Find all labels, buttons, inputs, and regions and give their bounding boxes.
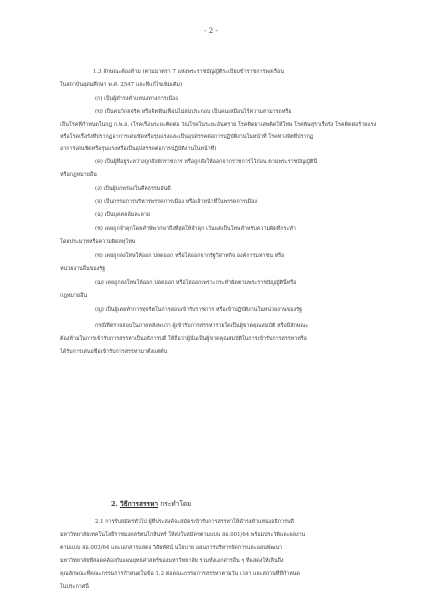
text-line: มหาวิทยาลัยที่สอดคล้องกับแผนยุทธศาสตร์ของมหาวิทยาลัย รวมทั้งเอกสารอื่น ๆ ที่แสดงให้เห็นถึง: [60, 558, 284, 564]
text-line: หน่วยงานอื่นของรัฐ: [60, 266, 106, 272]
text-line: (ค) เป็นผู้ที่อยู่ระหว่างถูกสั่งพักราชการ หรือถูกสั่งให้ออกจากราชการไว้ก่อน ตามพระราชบัญญัตินี้: [95, 159, 318, 165]
text-line: กรณีที่ตรวจสอบในภายหลังพบว่า ผู้เข้ารับการสรรหารายใดเป็นผู้ขาดคุณสมบัติ หรือมีลักษณะ: [95, 323, 309, 329]
text-line: ต้องห้ามในการเข้ารับการสรรหาเป็นอธิการบดี ให้ถือว่าผู้นั้นเป็นผู้ขาดคุณสมบัติในการเข้ารับการสรรหาหรือ: [60, 336, 307, 342]
text-line: (ฉ) เป็นบุคคลล้มละลาย: [95, 212, 151, 218]
text-line: (ง) เป็นผู้บกพร่องในศีลธรรมอันดี: [95, 186, 171, 192]
text-line: ในประกาศนี้: [60, 584, 89, 590]
section-number: 2.: [111, 500, 118, 508]
text-line: โดยประมาทหรือความผิดลหุโทษ: [60, 239, 136, 245]
page-number: - 2 -: [204, 27, 218, 35]
text-line: (ซ) เคยถูกลงโทษให้ออก ปลดออก หรือไล่ออกจากรัฐวิสาหกิจ องค์การมหาชน หรือ: [95, 253, 285, 259]
text-line: 2.1 การรับสมัครทั่วไป ผู้ที่ประสงค์จะสมัครเข้ารับการสรรหาให้ดำรงตำแหน่งอธิการบดี: [95, 519, 294, 525]
text-line: 1.3 ลักษณะต้องห้าม (ตามมาตรา 7 แห่งพระราชบัญญัติระเบียบข้าราชการพลเรือน: [93, 69, 284, 75]
text-line: (ญ) เป็นผู้เคยทำการทุจริตในการสอบเข้ารับราชการ หรือเข้าปฏิบัติงานในหน่วยงานของรัฐ: [95, 307, 302, 313]
text-line: อาการเด่นชัดหรือรุนแรงหรือเป็นอุปสรรคต่อการปฏิบัติงานในหน้าที่): [60, 146, 217, 152]
text-line: (ก) เป็นผู้ดำรงตำแหน่งทางการเมือง: [95, 96, 178, 102]
section-heading: [111, 500, 191, 509]
text-line: (จ) เป็นกรรมการบริหารพรรคการเมือง หรือเจ้าหน้าที่ในพรรคการเมือง: [95, 199, 257, 205]
text-line: หรือโรคเรื้อรังที่ปรากฏอาการเด่นชัดหรือรุนแรงและเป็นอุปสรรคต่อการปฏิบัติงานในหน้าที่ โรคทางจิตที่ปรากฏ: [60, 134, 314, 140]
text-line: กฎหมายอื่น: [60, 293, 88, 299]
text-line: มหาวิทยาลัยเทคโนโลยีราชมงคลรัตนโกสินทร์ ให้ส่งใบสมัครตามแบบ สอ.001/64 พร้อมประวัติและผลงาน: [60, 532, 306, 538]
text-line: ได้รับการเสนอชื่อเข้ารับการสรรหามาตั้งแต่ต้น: [60, 349, 168, 355]
text-line: เป็นโรคที่กำหนดในกฎ ก.พ.อ. (โรคเรื้อนระยะติดต่อ วัณโรคในระยะอันตราย โรคติดยาเสพติดให้โทษ โรคพิษสุราเรื้อรัง โรคติดต่อร้ายแรง: [60, 122, 377, 128]
text-line: ตามแบบ สอ.003/64 และเอกสารแสดง วิสัยทัศน์ นโยบาย แผนการบริหารจัดการและแผนพัฒนา: [60, 545, 283, 551]
section-title: วิธีการสรรหา: [120, 500, 159, 508]
text-line: (ข) เป็นคนวิกลจริต หรือจิตฟั่นเฟือนไม่สมประกอบ เป็นคนเสมือนไร้ความสามารถหรือ: [95, 109, 292, 115]
section-subtitle: กระทำโดย: [158, 500, 192, 508]
text-line: (ช) เคยถูกจำคุกโดยคำพิพากษาถึงที่สุดให้จำคุก เว้นแต่เป็นโทษสำหรับความผิดที่กระทำ: [95, 226, 296, 232]
text-line: (ฌ) เคยถูกลงโทษให้ออก ปลดออก หรือไล่ออกเพราะกระทำผิดตามพระราชบัญญัตินี้หรือ: [95, 280, 297, 286]
text-line: หรือกฎหมายอื่น: [60, 172, 97, 178]
text-line: คุณลักษณะที่คณะกรรมการกำหนดในข้อ 1.2 ต่อคณะกรรมการสรรหาตามวัน เวลา และสถานที่ที่กำหนด: [60, 571, 300, 577]
text-line: ในสถาบันอุดมศึกษา พ.ศ. 2547 และที่แก้ไขเพิ่มเติม): [60, 82, 183, 88]
